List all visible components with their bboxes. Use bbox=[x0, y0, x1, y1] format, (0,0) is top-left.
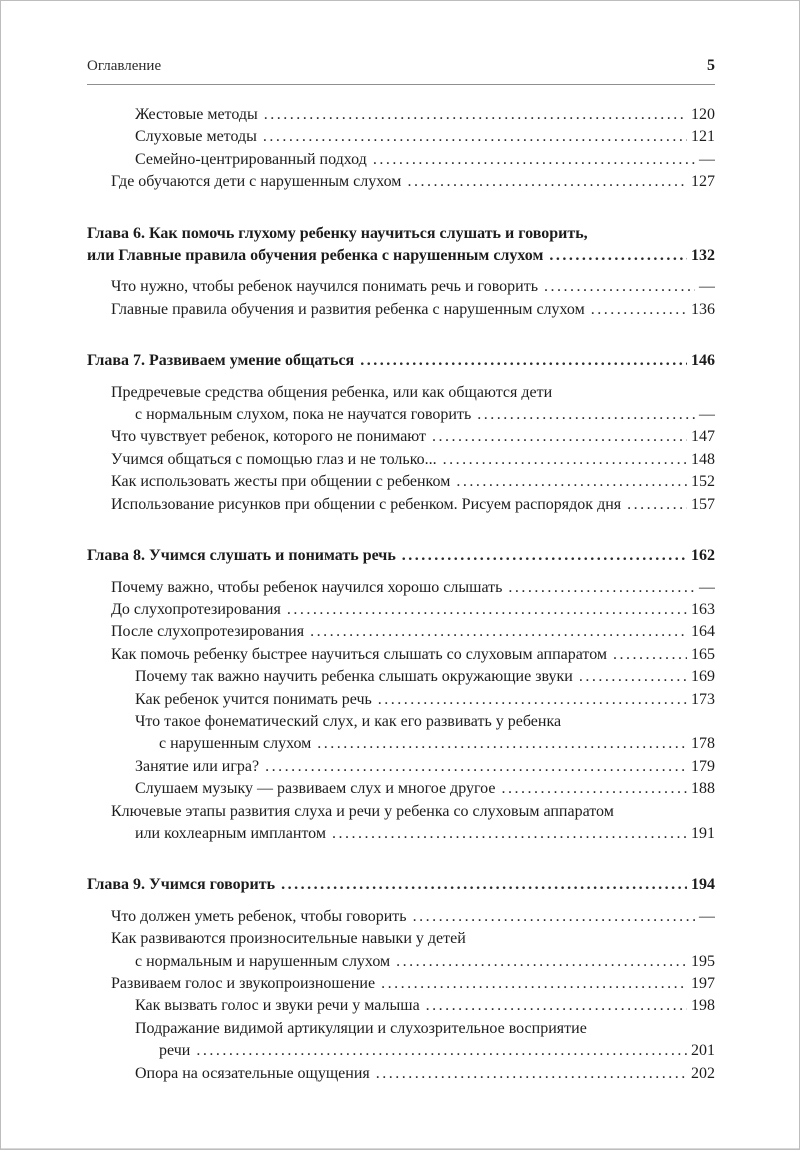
toc-page-ref: 132 bbox=[691, 247, 715, 265]
toc-entry-text: речи bbox=[159, 1042, 191, 1060]
dot-leader bbox=[613, 644, 687, 666]
toc-entry-text: Глава 8. Учимся слушать и понимать речь bbox=[87, 547, 396, 565]
toc-entry-text: Предречевые средства общения ребенка, или как общаются дети bbox=[111, 383, 553, 401]
toc-entry-text: Что такое фонематический слух, и как его развивать у ребенка bbox=[135, 712, 562, 730]
toc-entry-line bbox=[87, 104, 715, 126]
toc-entry-text: Как использовать жесты при общении с ребенком bbox=[111, 473, 451, 491]
toc-page-ref: 198 bbox=[691, 997, 715, 1015]
toc-page-ref: 188 bbox=[691, 780, 715, 798]
toc-entry bbox=[87, 449, 715, 471]
dot-leader bbox=[360, 350, 687, 372]
toc-entry bbox=[87, 494, 715, 516]
toc-entry bbox=[87, 104, 715, 126]
toc-entry-text: с нарушенным слухом bbox=[159, 735, 312, 753]
toc-entry-text: Слушаем музыку — развиваем слух и многое другое bbox=[135, 780, 496, 798]
toc-entry-line bbox=[87, 223, 715, 245]
toc-entry-line bbox=[87, 245, 715, 267]
toc-entry-text: Жестовые методы bbox=[135, 106, 258, 123]
toc-page-ref: 164 bbox=[691, 623, 715, 641]
toc-page-ref: 195 bbox=[691, 952, 715, 970]
toc-page-ref: 120 bbox=[691, 106, 715, 123]
toc-entry bbox=[87, 928, 715, 973]
dot-leader bbox=[373, 149, 695, 171]
toc-entry-text: или Главные правила обучения ребенка с нарушенным слухом bbox=[87, 247, 544, 265]
toc-page-ref: 148 bbox=[691, 450, 715, 468]
dot-leader bbox=[591, 299, 687, 321]
dot-leader bbox=[317, 733, 687, 755]
dot-leader bbox=[413, 906, 695, 928]
toc-page-ref: 169 bbox=[691, 668, 715, 686]
dot-leader bbox=[263, 126, 687, 148]
toc-entry-text: Использование рисунков при общении с ребенком. Рисуем распорядок дня bbox=[111, 495, 622, 513]
toc-entry-text: Как ребенок учится понимать речь bbox=[135, 690, 372, 708]
running-header bbox=[87, 57, 715, 85]
toc-page-ref: — bbox=[699, 150, 715, 168]
dot-leader bbox=[196, 1040, 687, 1062]
toc-entry bbox=[87, 276, 715, 298]
toc-entry-line bbox=[87, 299, 715, 321]
toc-entry-line bbox=[87, 733, 715, 755]
toc-page-ref: 194 bbox=[691, 876, 715, 894]
toc-page-ref: 162 bbox=[691, 547, 715, 565]
dot-leader bbox=[376, 1063, 687, 1085]
toc-entry-text: После слухопротезирования bbox=[111, 623, 305, 641]
dot-leader bbox=[381, 973, 687, 995]
toc-entry-text: Подражание видимой артикуляции и слухозрительное восприятие bbox=[135, 1019, 587, 1037]
running-header-title: Оглавление bbox=[87, 58, 162, 74]
toc-entry-line bbox=[87, 666, 715, 688]
toc-entry-line bbox=[87, 906, 715, 928]
toc-entry-line bbox=[87, 1040, 715, 1062]
dot-leader bbox=[396, 951, 687, 973]
toc-page-ref: 179 bbox=[691, 757, 715, 775]
dot-leader bbox=[310, 621, 687, 643]
toc-entry-text: с нормальным и нарушенным слухом bbox=[135, 952, 391, 970]
toc-entry-text: Как вызвать голос и звуки речи у малыша bbox=[135, 997, 420, 1015]
toc-entry bbox=[87, 599, 715, 621]
dot-leader bbox=[627, 494, 687, 516]
toc-entry-line bbox=[87, 621, 715, 643]
toc-page-ref: 163 bbox=[691, 600, 715, 618]
toc-entry-line bbox=[87, 778, 715, 800]
toc-entry bbox=[87, 149, 715, 171]
toc-entry-text: Где обучаются дети с нарушенным слухом bbox=[111, 173, 402, 191]
toc-entry-line bbox=[87, 149, 715, 171]
toc-list bbox=[87, 104, 715, 1085]
dot-leader bbox=[264, 104, 687, 126]
toc-page-ref: 197 bbox=[691, 975, 715, 992]
toc-entry-text: или кохлеарным имплантом bbox=[135, 824, 326, 842]
toc-page-ref: 147 bbox=[691, 428, 715, 446]
toc-entry-line bbox=[87, 426, 715, 448]
toc-entry bbox=[87, 778, 715, 800]
dot-leader bbox=[407, 171, 687, 193]
toc-entry bbox=[87, 126, 715, 148]
dot-leader bbox=[544, 276, 695, 298]
dot-leader bbox=[265, 756, 687, 778]
dot-leader bbox=[443, 449, 687, 471]
toc-entry bbox=[87, 426, 715, 448]
toc-page-ref: 157 bbox=[691, 495, 715, 513]
toc-entry-line bbox=[87, 801, 715, 823]
toc-entry-line bbox=[87, 711, 715, 733]
toc-entry bbox=[87, 995, 715, 1017]
toc-entry-text: Почему важно, чтобы ребенок научился хорошо слышать bbox=[111, 578, 503, 596]
dot-leader bbox=[281, 874, 687, 896]
toc-entry-text: Почему так важно научить ребенка слышать окружающие звуки bbox=[135, 668, 573, 686]
toc-entry-text: Как помочь ребенку быстрее научиться слышать со слуховым аппаратом bbox=[111, 645, 608, 663]
toc-page-ref: 178 bbox=[691, 735, 715, 753]
toc-entry-text: Занятие или игра? bbox=[135, 757, 260, 775]
toc-page-ref: 173 bbox=[691, 690, 715, 708]
toc-entry-line bbox=[87, 928, 715, 950]
toc-page-ref: 191 bbox=[691, 824, 715, 842]
toc-entry-text: с нормальным слухом, пока не научатся говорить bbox=[135, 406, 472, 424]
toc-page-ref: 152 bbox=[691, 473, 715, 491]
toc-entry-line bbox=[87, 973, 715, 995]
dot-leader bbox=[456, 471, 687, 493]
toc-entry-text: Как развиваются произносительные навыки у детей bbox=[111, 930, 466, 948]
toc-entry-text: Что чувствует ребенок, которого не понимают bbox=[111, 428, 427, 446]
toc-entry bbox=[87, 471, 715, 493]
dot-leader bbox=[477, 404, 695, 426]
toc-entry-line bbox=[87, 874, 715, 896]
toc-entry bbox=[87, 906, 715, 928]
dot-leader bbox=[332, 823, 687, 845]
dot-leader bbox=[426, 995, 687, 1017]
toc-chapter-entry bbox=[87, 545, 715, 567]
toc-entry-line bbox=[87, 276, 715, 298]
toc-page-ref: 202 bbox=[691, 1064, 715, 1082]
toc-chapter-entry bbox=[87, 223, 715, 268]
toc-page-ref: 146 bbox=[691, 352, 715, 370]
dot-leader bbox=[287, 599, 687, 621]
toc-entry-text: Глава 6. Как помочь глухому ребенку научиться слушать и говорить, bbox=[87, 224, 588, 242]
toc-entry-line bbox=[87, 599, 715, 621]
toc-page-ref: 165 bbox=[691, 645, 715, 663]
toc-entry-line bbox=[87, 995, 715, 1017]
toc-entry-text: Что нужно, чтобы ребенок научился понимать речь и говорить bbox=[111, 278, 538, 296]
dot-leader bbox=[402, 545, 687, 567]
toc-entry bbox=[87, 171, 715, 193]
toc-entry-line bbox=[87, 756, 715, 778]
toc-entry bbox=[87, 666, 715, 688]
toc-entry-text: До слухопротезирования bbox=[111, 600, 281, 618]
toc-entry-line bbox=[87, 545, 715, 567]
toc-entry bbox=[87, 756, 715, 778]
toc-entry-line bbox=[87, 382, 715, 404]
toc-entry-text: Учимся общаться с помощью глаз и не только... bbox=[111, 450, 437, 468]
toc-entry bbox=[87, 644, 715, 666]
toc-page-ref: 136 bbox=[691, 300, 715, 318]
toc-entry bbox=[87, 973, 715, 995]
toc-entry-line bbox=[87, 577, 715, 599]
toc-entry-line bbox=[87, 823, 715, 845]
toc-entry-text: Ключевые этапы развития слуха и речи у ребенка со слуховым аппаратом bbox=[111, 802, 614, 820]
toc-entry-text: Слуховые методы bbox=[135, 128, 257, 146]
dot-leader bbox=[378, 689, 687, 711]
toc-entry bbox=[87, 801, 715, 846]
dot-leader bbox=[432, 426, 687, 448]
dot-leader bbox=[508, 577, 695, 599]
toc-entry-line bbox=[87, 171, 715, 193]
toc-page-ref: — bbox=[699, 907, 715, 925]
toc-entry-text: Главные правила обучения и развития ребенка с нарушенным слухом bbox=[111, 300, 585, 318]
toc-entry-text: Развиваем голос и звукопроизношение bbox=[111, 975, 376, 992]
toc-entry-line bbox=[87, 471, 715, 493]
toc-entry-line bbox=[87, 126, 715, 148]
toc-entry bbox=[87, 621, 715, 643]
toc-entry-line bbox=[87, 404, 715, 426]
running-header-page-number: 5 bbox=[707, 57, 715, 74]
toc-entry-line bbox=[87, 951, 715, 973]
toc-entry-line bbox=[87, 449, 715, 471]
toc-entry-line bbox=[87, 494, 715, 516]
toc-chapter-entry bbox=[87, 874, 715, 896]
toc-entry-text: Глава 7. Развиваем умение общаться bbox=[87, 352, 355, 370]
toc-entry bbox=[87, 1063, 715, 1085]
dot-leader bbox=[501, 778, 687, 800]
toc-entry bbox=[87, 1018, 715, 1063]
toc-page-ref: 201 bbox=[691, 1042, 715, 1060]
toc-entry bbox=[87, 711, 715, 756]
toc-entry bbox=[87, 382, 715, 427]
toc-page-ref: — bbox=[699, 406, 715, 424]
toc-page-ref: 127 bbox=[691, 173, 715, 191]
toc-entry-text: Что должен уметь ребенок, чтобы говорить bbox=[111, 907, 407, 925]
toc-entry-line bbox=[87, 1018, 715, 1040]
toc-entry-line bbox=[87, 689, 715, 711]
dot-leader bbox=[579, 666, 687, 688]
toc-chapter-entry bbox=[87, 350, 715, 372]
toc-entry-text: Глава 9. Учимся говорить bbox=[87, 876, 276, 894]
toc-page-ref: — bbox=[699, 278, 715, 296]
toc-entry-text: Опора на осязательные ощущения bbox=[135, 1064, 370, 1082]
toc-entry bbox=[87, 299, 715, 321]
dot-leader bbox=[549, 245, 687, 267]
toc-entry bbox=[87, 689, 715, 711]
toc-page-ref: — bbox=[699, 578, 715, 596]
toc-entry-line bbox=[87, 644, 715, 666]
toc-page-ref: 121 bbox=[691, 128, 715, 146]
toc-entry-line bbox=[87, 350, 715, 372]
toc-entry bbox=[87, 577, 715, 599]
toc-entry-line bbox=[87, 1063, 715, 1085]
toc-entry-text: Семейно-центрированный подход bbox=[135, 150, 367, 168]
